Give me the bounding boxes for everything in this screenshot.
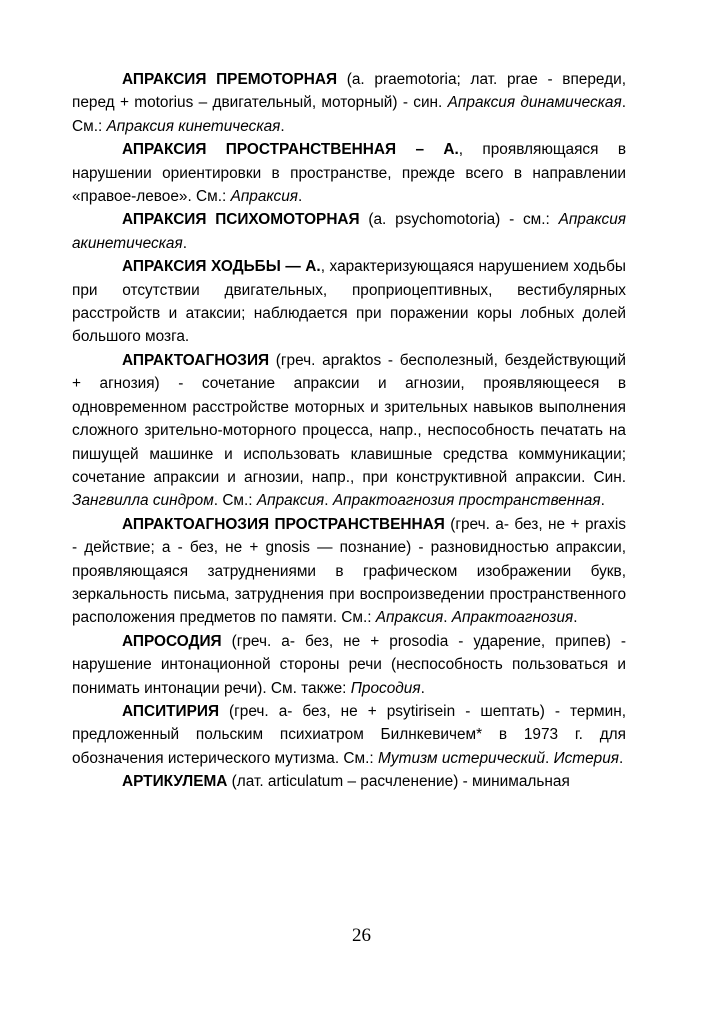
entry-reference: Апрактоагнозия пространственная bbox=[332, 492, 601, 510]
entry-text: (а. praemotoria; лат. prae - впереди, перед + motorius – двигательный, моторный) - син. bbox=[72, 71, 626, 112]
entry-text: , характеризующаяся нарушением ходьбы при отсутствии двигательных, проприоцептивных, вестибулярных расстройств и атаксии; наблюдается при поражении коры лобных долей большого мозга. bbox=[72, 258, 626, 346]
entry-term: АПРАКТОАГНОЗИЯ bbox=[122, 351, 270, 369]
entry-reference: Апраксия акинетическая bbox=[72, 211, 626, 252]
entry-term: АПСИТИРИЯ bbox=[122, 702, 220, 720]
entry-apraxia-gait bbox=[72, 255, 626, 349]
entry-articulema bbox=[72, 770, 626, 793]
entry-text: . bbox=[545, 749, 554, 767]
entry-term: АПРАКСИЯ ПРОСТРАНСТВЕННАЯ – А. bbox=[122, 141, 459, 159]
entry-apsithyria bbox=[72, 700, 626, 770]
entry-text: (греч. apraktos - бесполезный, бездействующий + агнозия) - сочетание апраксии и агнозии, проявляющееся в одновременном расстройстве моторных и зрительных навыков выполнения сложного зрительно-моторного процесса, напр., неспособность печатать на пишущей машинке и использовать клавишные средства коммуникации; сочетание апраксии и агнозии, напр., при конструктивной апраксии. Син. bbox=[72, 351, 626, 486]
entry-apractoagnosia bbox=[72, 349, 626, 513]
entry-term: АПРАКСИЯ ХОДЬБЫ — А. bbox=[122, 258, 321, 276]
entry-text: . bbox=[280, 117, 285, 135]
entry-text: , проявляющаяся в нарушении ориентировки в пространстве, прежде всего в направлении «правое-левое». См.: bbox=[72, 141, 626, 206]
entry-text: . bbox=[619, 749, 624, 767]
entry-text: . bbox=[182, 234, 187, 252]
entry-reference: Зангвилла синдром bbox=[72, 492, 214, 510]
entry-apraxia-psychomotor bbox=[72, 208, 626, 255]
entry-reference: Апраксия кинетическая bbox=[106, 117, 281, 135]
entry-text: . См.: bbox=[72, 94, 626, 135]
entry-text: (греч. а- без, не + prosodia - ударение, припев) - нарушение интонационной стороны речи (неспособность пользоваться и понимать интонации речи). См. также: bbox=[72, 632, 626, 697]
entry-term: АПРАКСИЯ ПСИХОМОТОРНАЯ bbox=[122, 211, 360, 229]
entry-reference: Апраксия bbox=[375, 609, 444, 627]
entry-text: . bbox=[298, 188, 303, 206]
entry-reference: Просодия bbox=[350, 679, 421, 697]
dictionary-entries bbox=[72, 68, 626, 794]
entry-reference: Истерия bbox=[553, 749, 620, 767]
entry-apraxia-premotor bbox=[72, 68, 626, 138]
entry-term: АПРОСОДИЯ bbox=[122, 632, 222, 650]
entry-term: АРТИКУЛЕМА bbox=[122, 773, 228, 791]
entry-text: . См.: bbox=[213, 492, 257, 510]
entry-aprosodia bbox=[72, 630, 626, 700]
entry-reference: Апрактоагнозия bbox=[451, 609, 574, 627]
entry-apractoagnosia-spatial bbox=[72, 513, 626, 630]
entry-text: (греч. а- без, не + psytirisein - шептать) - термин, предложенный польским психиатром Билнкевичем* в 1973 г. для обозначения истерического мутизма. См.: bbox=[72, 702, 626, 767]
page-number: 26 bbox=[352, 925, 371, 946]
entry-text: . bbox=[443, 609, 452, 627]
entry-term: АПРАКТОАГНОЗИЯ ПРОСТРАНСТВЕННАЯ bbox=[122, 515, 445, 533]
entry-reference: Апраксия динамическая bbox=[447, 94, 622, 112]
entry-reference: Апраксия bbox=[256, 492, 325, 510]
entry-apraxia-spatial bbox=[72, 138, 626, 208]
entry-text: . bbox=[573, 609, 578, 627]
entry-text: . bbox=[324, 492, 333, 510]
entry-text: . bbox=[600, 492, 605, 510]
entry-text: (греч. а- без, не + praxis - действие; а - без, не + gnosis — познание) - разновидностью апраксии, проявляющаяся затруднениями в графическом изображении букв, зеркальность письма, затруднения при воспроизведении пространственного расположения предметов по памяти. См.: bbox=[72, 515, 626, 627]
entry-reference: Мутизм истерический bbox=[377, 749, 546, 767]
entry-term: АПРАКСИЯ ПРЕМОТОРНАЯ bbox=[122, 71, 338, 88]
entry-reference: Апраксия bbox=[230, 188, 298, 206]
entry-text: (а. psychomotoria) - см.: bbox=[359, 211, 559, 229]
entry-text: (лат. articulatum – расчленение) - минимальная bbox=[227, 773, 570, 791]
entry-text: . bbox=[420, 679, 425, 697]
